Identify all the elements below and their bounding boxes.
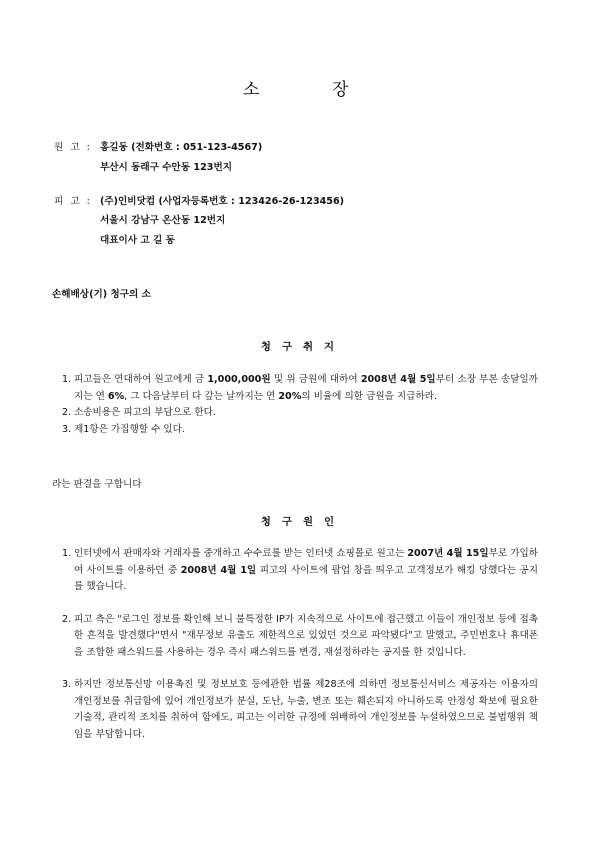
claim-cause-list (62, 546, 538, 759)
claim-purpose-item-number: 2. (62, 407, 72, 418)
claim-purpose-item (62, 422, 538, 439)
defendant-name-regno: (주)인비닷컴 (사업자등록번호 : 123426-26-123456) (100, 196, 345, 207)
claim-cause-text: 하지만 정보통신망 이용촉진 및 정보보호 등에관한 법률 제28조에 의하면 정보통신서비스 제공자는 이용자의 개인정보를 취급함에 있어 개인정보가 분실, 도난, 누출, 변조 또는 훼손되지 아니하도록 안정성 확보에 필요한 기술적, 관리적 조치를 취하여 함에도, 피고는 이러한 규정에 위배하여 개인정보를 누설하였으므로 불법행위 책임을 부담합니다. (74, 679, 538, 740)
defendant-address: 서울시 강남구 온산동 12번지 (100, 215, 226, 226)
defendant-representative: 대표이사 고 길 동 (100, 235, 175, 246)
claim-purpose-list (62, 372, 538, 438)
claim-cause-item (62, 677, 538, 743)
claim-cause-emphasis-text: 2007년 4월 15일 (407, 548, 489, 559)
claim-cause-item (62, 546, 538, 596)
claim-purpose-emphasis-text: 6% (107, 390, 125, 402)
claim-purpose-text: 의 비율에 의한 금원을 지급하라. (301, 390, 438, 402)
claim-cause-text: 부로 가입하여 사이트를 이용하던 중 (74, 548, 538, 576)
claim-purpose-item (62, 405, 538, 422)
claim-purpose-item-number: 1. (62, 374, 72, 385)
closing-statement: 라는 판결을 구합니다 (52, 479, 142, 490)
claim-purpose-heading: 청구취지 (260, 341, 346, 353)
claim-purpose-emphasis-text: 2008년 4월 5일 (360, 374, 436, 385)
claim-purpose-text: , 그 다음날부터 다 갚는 날까지는 연 (124, 390, 279, 402)
claim-purpose-item (62, 372, 538, 405)
claim-cause-heading: 청구원인 (260, 516, 346, 528)
claim-cause-item-number: 2. (62, 613, 72, 625)
title-char-1: 소 (243, 80, 260, 100)
plaintiff-address: 부산시 동래구 수안동 123번지 (100, 162, 232, 173)
claim-purpose-emphasis-text: 20% (278, 390, 302, 402)
plaintiff-role: 원 고 : (54, 142, 92, 153)
title-char-2: 장 (332, 80, 349, 100)
claim-cause-item-number: 1. (62, 548, 72, 559)
claim-cause-text: 피고의 사이트에 팝업 창을 띄우고 고객정보가 해킹 당했다는 공지를 했습니다. (74, 564, 539, 592)
claim-cause-item-number: 3. (62, 679, 72, 690)
claim-cause-text: 피고 측은 "로그인 정보를 확인해 보니 불특정한 IP가 지속적으로 사이트에 접근했고 이들이 개인정보 등에 접촉한 흔적을 발견했다"면서 "재무정보 유출도 제한적으로 있었던 것으로 파악됐다"고 말했고, 주민번호나 휴대폰을 조합한 패스워드를 사용하는 경우 즉시 패스워드를 변경, 재설정하라는 공지를 한 것입니다. (74, 613, 538, 658)
claim-purpose-text: 부터 소장 부본 송달일까지는 연 (74, 374, 538, 402)
claim-purpose-item-number: 3. (62, 423, 72, 435)
defendant-role: 피 고 : (54, 196, 92, 207)
claim-purpose-text: 제1항은 가집행할 수 있다. (74, 423, 185, 435)
claim-cause-emphasis-text: 2008년 4월 1일 (180, 564, 257, 576)
claim-cause-item (62, 612, 538, 662)
plaintiff-name-phone: 홍길동 (전화번호 : 051-123-4567) (100, 142, 263, 153)
claim-purpose-emphasis-text: 1,000,000원 (207, 374, 271, 385)
claim-purpose-text: 소송비용은 피고의 부담으로 한다. (74, 407, 216, 418)
document-title (0, 75, 595, 100)
claim-cause-text: 인터넷에서 판매자와 거래자를 중개하고 수수료를 받는 인터넷 쇼핑몰로 원고는 (74, 548, 408, 559)
claim-purpose-text: 및 위 금원에 대하여 (270, 374, 361, 385)
case-title: 손해배상(기) 청구의 소 (52, 289, 151, 300)
claim-purpose-text: 피고들은 연대하여 원고에게 금 (74, 374, 208, 385)
